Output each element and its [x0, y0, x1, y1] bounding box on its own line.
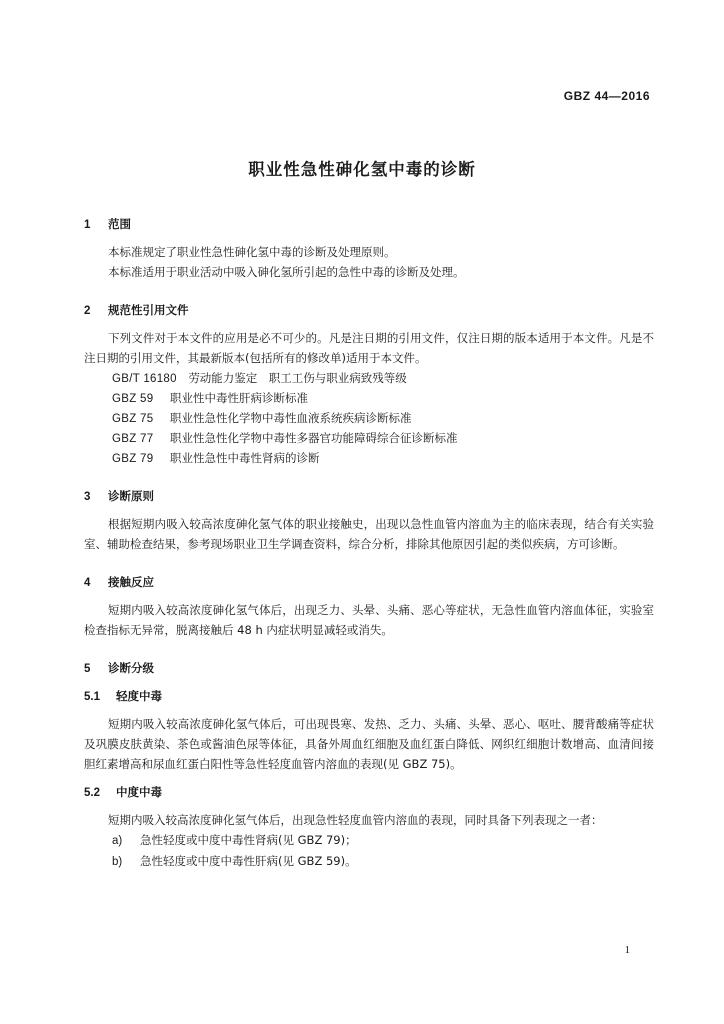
subsection-number: 5.1	[84, 691, 100, 703]
subsection-title: 轻度中毒	[116, 689, 162, 703]
subsection-5-2-heading	[84, 782, 654, 802]
section-3-heading	[84, 486, 654, 506]
paragraph: 短期内吸入较高浓度砷化氢气体后，出现急性轻度血管内溶血的表现，同时具备下列表现之一者：	[108, 813, 603, 827]
subsection-number: 5.2	[84, 787, 100, 799]
section-1-heading	[84, 214, 654, 234]
reference-item	[84, 368, 654, 388]
paragraph: 短期内吸入较高浓度砷化氢气体后，可出现畏寒、发热、乏力、头痛、头晕、恶心、呕吐、腰背酸痛等症状及巩膜皮肤黄染、茶色或酱油色尿等体征，具备外周血红细胞及血红蛋白降低、网织红细胞计数增高、血清间接胆红素增高和尿血红蛋白阳性等急性轻度血管内溶血的表现(见 GBZ 75)。	[84, 717, 654, 771]
reference-title: 职业性急性化学物中毒性血液系统疾病诊断标准	[170, 411, 412, 425]
list-marker: b)	[112, 856, 123, 868]
section-title: 规范性引用文件	[108, 303, 189, 317]
reference-item	[84, 428, 654, 448]
section-number: 2	[84, 305, 91, 317]
reference-title: 职业性急性化学物中毒性多器官功能障碍综合征诊断标准	[170, 431, 458, 445]
section-title: 接触反应	[108, 575, 154, 589]
reference-title: 职业性急性中毒性肾病的诊断	[170, 451, 320, 465]
reference-code: GBZ 79	[112, 453, 154, 465]
paragraph: 根据短期内吸入较高浓度砷化氢气体的职业接触史，出现以急性血管内溶血为主的临床表现，结合有关实验室、辅助检查结果，参考现场职业卫生学调查资料，综合分析，排除其他原因引起的类似疾病，方可诊断。	[84, 517, 654, 551]
reference-item	[84, 388, 654, 408]
reference-code: GB/T 16180	[112, 373, 177, 385]
section-number: 3	[84, 491, 91, 503]
document-body	[84, 214, 654, 872]
subsection-title: 中度中毒	[116, 785, 162, 799]
reference-code: GBZ 59	[112, 393, 154, 405]
reference-item	[84, 408, 654, 428]
section-number: 1	[84, 219, 91, 231]
section-title: 诊断分级	[108, 661, 154, 675]
reference-code: GBZ 75	[112, 413, 154, 425]
subsection-5-1-heading	[84, 686, 654, 706]
list-item	[84, 851, 654, 872]
reference-title: 职业性中毒性肝病诊断标准	[170, 391, 308, 405]
section-number: 5	[84, 663, 91, 675]
section-title: 范围	[108, 217, 131, 231]
document-title: 职业性急性砷化氢中毒的诊断	[248, 160, 476, 179]
paragraph: 本标准规定了职业性急性砷化氢中毒的诊断及处理原则。	[108, 245, 396, 259]
section-number: 4	[84, 577, 91, 589]
list-text: 急性轻度或中度中毒性肾病(见 GBZ 79)；	[140, 833, 357, 847]
paragraph: 下列文件对于本文件的应用是必不可少的。凡是注日期的引用文件，仅注日期的版本适用于本文件。凡是不注日期的引用文件，其最新版本(包括所有的修改单)适用于本文件。	[84, 331, 654, 365]
paragraph: 短期内吸入较高浓度砷化氢气体后，出现乏力、头晕、头痛、恶心等症状，无急性血管内溶血体征，实验室检查指标无异常，脱离接触后 48 h 内症状明显减轻或消失。	[84, 603, 654, 637]
section-2-heading	[84, 300, 654, 320]
page-number: 1	[624, 944, 630, 956]
list-item	[84, 830, 654, 851]
section-4-heading	[84, 572, 654, 592]
paragraph: 本标准适用于职业活动中吸入砷化氢所引起的急性中毒的诊断及处理。	[108, 265, 465, 279]
list-text: 急性轻度或中度中毒性肝病(见 GBZ 59)。	[140, 854, 357, 868]
reference-item	[84, 448, 654, 468]
section-5-heading	[84, 658, 654, 678]
list-marker: a)	[112, 835, 123, 847]
reference-code: GBZ 77	[112, 433, 154, 445]
section-title: 诊断原则	[108, 489, 154, 503]
reference-title: 劳动能力鉴定 职工工伤与职业病致残等级	[188, 371, 407, 385]
standard-code: GBZ 44—2016	[563, 89, 650, 103]
